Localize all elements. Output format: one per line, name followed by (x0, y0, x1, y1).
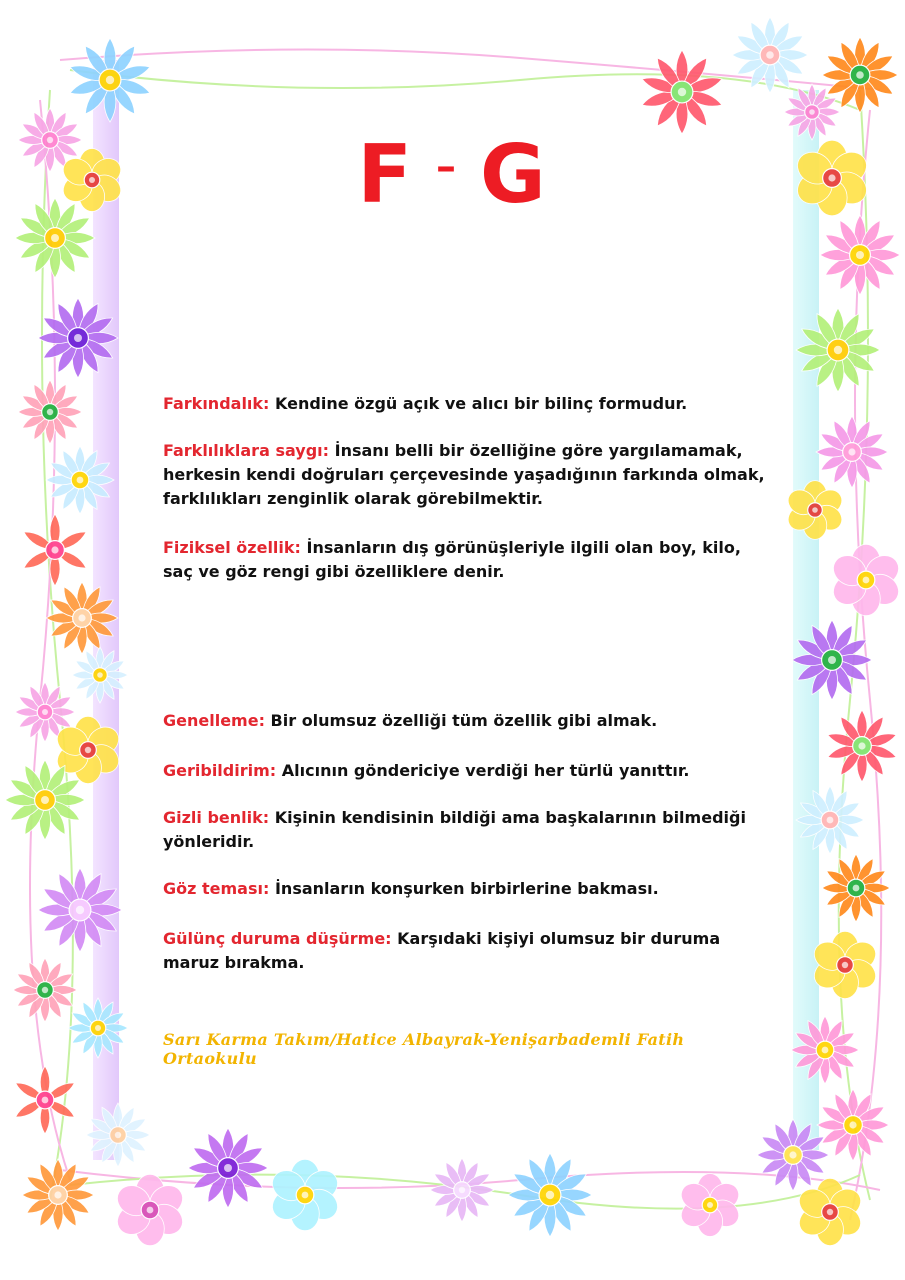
flower-decoration (267, 1159, 343, 1230)
entry-definition: İnsanların konşurken birbirlerine bakması. (274, 879, 659, 898)
glossary-entry-gulunc-duruma-dusurme (163, 927, 773, 975)
title-letter-f: F (357, 128, 414, 221)
entry-definition: Kişinin kendisinin bildiği ama başkalarının bilmediği yönleridir. (163, 808, 746, 851)
flower-decoration (794, 1178, 866, 1245)
entry-definition: Kendine özgü açık ve alıcı bir bilinç formudur. (275, 394, 688, 413)
flower-decoration (22, 1159, 94, 1231)
flower-decoration (188, 1128, 268, 1208)
entry-term: Göz teması: (163, 879, 270, 898)
entry-term: Farkındalık: (163, 394, 270, 413)
flower-decoration (816, 416, 888, 488)
flower-decoration (826, 710, 898, 782)
flower-decoration (430, 1158, 494, 1222)
flower-decoration (13, 958, 77, 1022)
glossary-entry-fiziksel-ozellik (163, 536, 773, 584)
entry-definition: Bir olumsuz özelliği tüm özellik gibi almak. (270, 711, 658, 730)
entry-definition: Karşıdaki kişiyi olumsuz bir duruma maruz bırakma. (163, 929, 721, 972)
glossary-entry-gizli-benlik (163, 806, 773, 854)
entry-term: Gizli benlik: (163, 808, 270, 827)
entry-term: Farklılıklara saygı: (163, 441, 330, 460)
flower-decoration (68, 38, 152, 122)
flower-decoration (828, 544, 904, 615)
flower-decoration (112, 1174, 188, 1245)
author-credit: Sarı Karma Takım/Hatice Albayrak-Yenişarbademli Fatih Ortaokulu (163, 1030, 685, 1068)
entry-term: Genelleme: (163, 711, 265, 730)
entry-definition: Alıcının göndericiye verdiği her türlü yanıttır. (281, 761, 690, 780)
flower-decoration (72, 647, 128, 703)
glossary-entry-genelleme (163, 709, 773, 733)
entry-definition: İnsanların dış görünüşleriyle ilgili olan boy, kilo, saç ve göz rengi gibi özelliklere denir. (163, 538, 741, 581)
flower-decoration (820, 215, 900, 295)
flower-decoration (21, 514, 88, 586)
flower-decoration (676, 1174, 743, 1237)
entry-term: Fiziksel özellik: (163, 538, 301, 557)
flower-decoration (640, 50, 724, 134)
glossary-entry-goz-temasi (163, 877, 773, 901)
glossary-entry-farkindalik (163, 392, 773, 416)
page-title (0, 128, 905, 221)
title-letter-g: G (479, 128, 548, 221)
flower-decoration (508, 1153, 592, 1237)
entry-term: Gülünç duruma düşürme: (163, 929, 392, 948)
title-dash: – (435, 144, 458, 190)
flower-decoration (809, 931, 881, 998)
glossary-entry-geribildirim (163, 759, 773, 783)
glossary-entry-farkliliklara-saygi (163, 439, 773, 511)
flower-decoration (817, 1089, 889, 1161)
flower-decoration (18, 380, 82, 444)
entry-definition: İnsanı belli bir özelliğine göre yargılamamak, herkesin kendi doğruları çerçevesinde yaşadığının farkında olmak, farklılıkları zenginlik olarak görebilmektir. (163, 441, 765, 508)
entry-term: Geribildirim: (163, 761, 277, 780)
